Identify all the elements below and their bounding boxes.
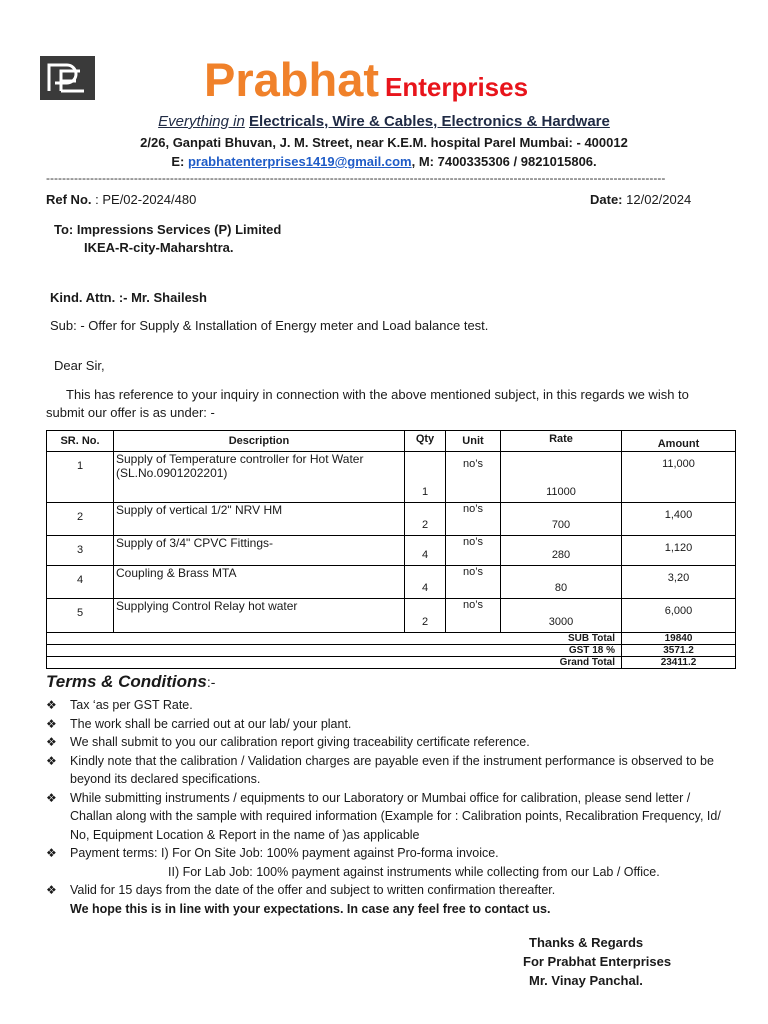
subtotal-value: 19840 bbox=[622, 633, 736, 645]
table-row bbox=[47, 599, 736, 633]
header-divider: ----------------------------------------------------------------------------------------------------------------------------------------------------------- bbox=[46, 171, 666, 185]
terms-title-suffix: :- bbox=[206, 674, 216, 690]
row-unit: no’s bbox=[446, 452, 501, 503]
quotation-table bbox=[46, 430, 736, 669]
row-sr: 1 bbox=[47, 452, 114, 503]
ref-label: Ref No. bbox=[46, 192, 92, 207]
term-text: Valid for 15 days from the date of the offer and subject to written confirmation thereafter. bbox=[70, 883, 556, 897]
attention-line: Kind. Attn. :- Mr. Shailesh bbox=[50, 290, 207, 305]
tagline-services: Electricals, Wire & Cables, Electronics & Hardware bbox=[249, 113, 610, 130]
diamond-bullet-icon: ❖ bbox=[46, 735, 57, 749]
header-sr-no: SR. No. bbox=[47, 431, 114, 452]
subtotal-row bbox=[47, 633, 736, 645]
terms-list bbox=[46, 696, 726, 919]
row-sr: 4 bbox=[47, 566, 114, 599]
company-name-suffix: Enterprises bbox=[385, 72, 529, 102]
gst-value: 3571.2 bbox=[622, 645, 736, 657]
table-row bbox=[47, 566, 736, 599]
list-item bbox=[46, 752, 726, 789]
term-text: While submitting instruments / equipments to our Laboratory or Mumbai office for calibration, please send letter / Challan along with the sample with required information (Example for : Calibration points, Recalibration Frequency, Id/ No, Equipment Location & Report in the name of )as applicable bbox=[70, 790, 721, 842]
row-rate: 3000 bbox=[501, 599, 622, 633]
ref-value: : PE/02-2024/480 bbox=[95, 192, 197, 207]
row-amount: 1,120 bbox=[622, 536, 736, 566]
grand-total-value: 23411.2 bbox=[622, 657, 736, 669]
term-text: The work shall be carried out at our lab/ your plant. bbox=[70, 716, 352, 731]
closing-note: We hope this is in line with your expectations. In case any feel free to contact us. bbox=[70, 901, 551, 916]
signature-company: For Prabhat Enterprises bbox=[523, 954, 672, 969]
reference-number bbox=[46, 192, 196, 207]
row-sr: 2 bbox=[47, 503, 114, 536]
row-rate: 280 bbox=[501, 536, 622, 566]
diamond-bullet-icon: ❖ bbox=[46, 698, 57, 712]
term-text: We shall submit to you our calibration report giving traceability certificate reference. bbox=[70, 735, 530, 749]
grand-total-label: Grand Total bbox=[47, 657, 622, 669]
mobile-numbers: , M: 7400335306 / 9821015806. bbox=[411, 154, 597, 169]
row-amount: 6,000 bbox=[622, 599, 736, 633]
signature-name: Mr. Vinay Panchal. bbox=[529, 973, 643, 988]
grand-total-row bbox=[47, 657, 736, 669]
row-qty: 2 bbox=[405, 599, 446, 633]
document-date bbox=[590, 192, 691, 207]
recipient-location: IKEA-R-city-Maharshtra. bbox=[84, 240, 234, 255]
row-unit: no’s bbox=[446, 599, 501, 633]
terms-title bbox=[46, 672, 215, 692]
row-unit: no’s bbox=[446, 566, 501, 599]
tagline-lead: Everything in bbox=[158, 113, 245, 130]
list-item bbox=[46, 881, 726, 900]
row-qty: 4 bbox=[405, 536, 446, 566]
subject-line: Sub: - Offer for Supply & Installation of Energy meter and Load balance test. bbox=[50, 318, 489, 333]
row-amount: 1,400 bbox=[622, 503, 736, 536]
table-header-row bbox=[47, 431, 736, 452]
row-description: Coupling & Brass MTA bbox=[114, 566, 405, 599]
row-qty: 1 bbox=[405, 452, 446, 503]
email-label: E: bbox=[171, 154, 185, 169]
email-link[interactable]: prabhatenterprises1419@gmail.com bbox=[187, 154, 412, 169]
row-qty: 2 bbox=[405, 503, 446, 536]
row-description: Supply of 3/4" CPVC Fittings- bbox=[114, 536, 405, 566]
header-unit: Unit bbox=[446, 431, 501, 452]
pe-logo-icon bbox=[40, 56, 95, 100]
table-row bbox=[47, 503, 736, 536]
date-label: Date: bbox=[590, 192, 623, 207]
list-item bbox=[46, 733, 726, 752]
row-unit: no’s bbox=[446, 503, 501, 536]
table-row bbox=[47, 536, 736, 566]
row-rate: 80 bbox=[501, 566, 622, 599]
header-rate: Rate bbox=[501, 431, 622, 452]
row-sr: 3 bbox=[47, 536, 114, 566]
date-value: 12/02/2024 bbox=[626, 192, 692, 207]
diamond-bullet-icon: ❖ bbox=[46, 883, 57, 897]
signature-regards: Thanks & Regards bbox=[529, 935, 644, 950]
header-amount: Amount bbox=[622, 431, 736, 452]
diamond-bullet-icon: ❖ bbox=[46, 716, 57, 731]
row-sr: 5 bbox=[47, 599, 114, 633]
row-unit: no’s bbox=[446, 536, 501, 566]
header-description: Description bbox=[114, 431, 405, 452]
gst-row bbox=[47, 645, 736, 657]
diamond-bullet-icon: ❖ bbox=[46, 790, 57, 805]
list-item bbox=[46, 696, 726, 715]
company-address: 2/26, Ganpati Bhuvan, J. M. Street, near K.E.M. hospital Parel Mumbai: - 400012 bbox=[140, 135, 628, 150]
diamond-bullet-icon: ❖ bbox=[46, 846, 57, 860]
payment-terms-continuation: II) For Lab Job: 100% payment against instruments while collecting from our Lab / Office. bbox=[168, 864, 660, 879]
term-text: Payment terms: I) For On Site Job: 100% payment against Pro-forma invoice. bbox=[70, 846, 499, 860]
row-description: Supply of vertical 1/2" NRV HM bbox=[114, 503, 405, 536]
term-text: Kindly note that the calibration / Validation charges are payable even if the instrument performance is observed to be beyond its declared specifications. bbox=[70, 753, 714, 786]
row-amount: 11,000 bbox=[622, 452, 736, 503]
company-name bbox=[204, 52, 528, 107]
row-rate: 11000 bbox=[501, 452, 622, 503]
diamond-bullet-icon: ❖ bbox=[46, 753, 57, 768]
salutation: Dear Sir, bbox=[54, 358, 105, 373]
company-contact bbox=[0, 154, 768, 169]
list-item bbox=[46, 789, 726, 845]
intro-paragraph: This has reference to your inquiry in connection with the above mentioned subject, in this regards we wish to submit our offer is as under: - bbox=[46, 387, 689, 420]
company-name-main: Prabhat bbox=[204, 53, 379, 106]
recipient-name: To: Impressions Services (P) Limited bbox=[54, 222, 282, 237]
terms-title-text: Terms & Conditions bbox=[46, 672, 207, 691]
term-text: Tax ‘as per GST Rate. bbox=[70, 698, 193, 712]
row-amount: 3,20 bbox=[622, 566, 736, 599]
row-description: Supplying Control Relay hot water bbox=[114, 599, 405, 633]
table-row bbox=[47, 452, 736, 503]
header-qty: Qty bbox=[405, 431, 446, 452]
tagline bbox=[0, 113, 768, 130]
row-description: Supply of Temperature controller for Hot Water (SL.No.0901202201) bbox=[114, 452, 405, 503]
subtotal-label: SUB Total bbox=[47, 633, 622, 645]
list-item bbox=[46, 715, 726, 734]
gst-label: GST 18 % bbox=[47, 645, 622, 657]
row-qty: 4 bbox=[405, 566, 446, 599]
row-rate: 700 bbox=[501, 503, 622, 536]
list-item bbox=[46, 844, 726, 863]
company-logo bbox=[40, 56, 95, 100]
